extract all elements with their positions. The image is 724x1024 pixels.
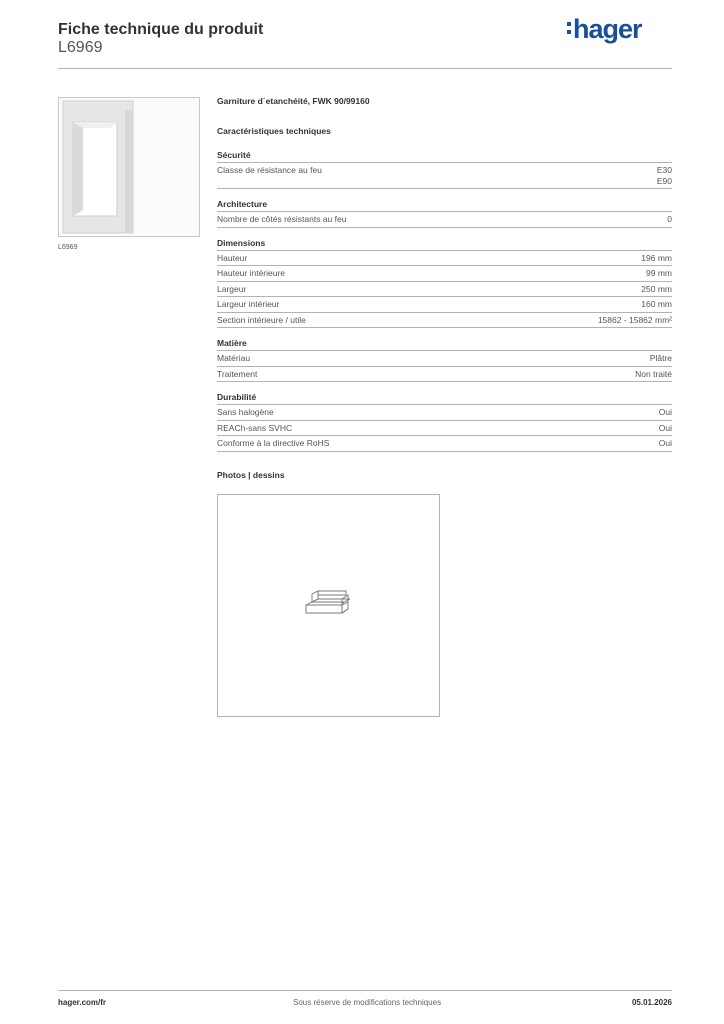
spec-group — [217, 392, 672, 452]
spec-label: Conforme à la directive RoHS — [217, 438, 330, 448]
product-frame-illustration — [59, 98, 199, 236]
spec-label: Hauteur intérieure — [217, 268, 286, 278]
spec-value: Oui — [658, 407, 672, 417]
spec-label: Largeur intérieur — [217, 299, 280, 309]
logo-text: hager — [573, 14, 642, 44]
spec-value: 196 mm — [641, 252, 672, 263]
spec-row — [217, 421, 672, 437]
spec-label: Classe de résistance au feu — [217, 165, 322, 175]
hager-logo[interactable] — [567, 14, 642, 45]
footer-divider — [58, 990, 672, 991]
spec-label: REACh-sans SVHC — [217, 422, 293, 433]
spec-group-title: Matière — [217, 338, 672, 351]
technical-drawing-box — [217, 494, 440, 717]
product-image — [58, 97, 200, 237]
spec-row — [217, 313, 672, 329]
spec-group-title: Architecture — [217, 199, 672, 212]
spec-row — [217, 405, 672, 421]
spec-group-title: Dimensions — [217, 238, 672, 251]
spec-label: Traitement — [217, 368, 258, 379]
spec-group-title: Sécurité — [217, 150, 672, 163]
spec-row — [217, 351, 672, 367]
spec-value: Oui — [658, 422, 672, 433]
spec-row — [217, 266, 672, 282]
spec-row — [217, 251, 672, 267]
spec-groups — [217, 150, 672, 452]
spec-group-title: Durabilité — [217, 392, 672, 405]
photos-section-title: Photos | dessins — [217, 469, 285, 480]
technical-drawing — [218, 495, 439, 716]
footer-website-link[interactable]: hager.com/fr — [58, 998, 107, 1007]
spec-label: Section intérieure / utile — [217, 314, 306, 325]
spec-value: 250 mm — [641, 283, 672, 294]
footer-notice: Sous réserve de modifications techniques — [293, 998, 442, 1007]
spec-row — [217, 297, 672, 313]
spec-row — [217, 436, 672, 452]
spec-value: Oui — [658, 438, 672, 448]
spec-group — [217, 338, 672, 382]
spec-label: Nombre de côtés résistants au feu — [217, 214, 347, 224]
spec-group — [217, 238, 672, 329]
spec-row — [217, 367, 672, 383]
spec-group — [217, 150, 672, 189]
spec-row — [217, 282, 672, 298]
spec-label: Hauteur — [217, 252, 248, 263]
spec-value: 99 mm — [646, 268, 672, 278]
spec-label: Sans halogène — [217, 407, 274, 417]
product-code: L6969 — [58, 39, 103, 56]
spec-label: Largeur — [217, 283, 247, 294]
spec-row — [217, 163, 672, 189]
spec-value: 0 — [667, 214, 672, 224]
spec-content — [217, 96, 672, 480]
spec-value: 15862 - 15862 mm² — [597, 314, 672, 325]
spec-value: Plâtre — [649, 353, 672, 363]
footer-date: 05.01.2026 — [631, 998, 672, 1007]
spec-label: Matériau — [217, 353, 251, 363]
spec-group — [217, 199, 672, 228]
spec-row — [217, 212, 672, 228]
specs-section-title: Caractéristiques techniques — [217, 126, 331, 136]
spec-value: 160 mm — [641, 299, 672, 309]
spec-value: E30 E90 — [656, 165, 672, 186]
image-caption: L6969 — [58, 244, 78, 251]
product-name: Garniture d´etanchéité, FWK 90/99160 — [217, 96, 370, 106]
spec-value: Non traité — [635, 368, 672, 379]
header-divider — [58, 68, 672, 69]
page-title: Fiche technique du produit — [58, 21, 264, 38]
